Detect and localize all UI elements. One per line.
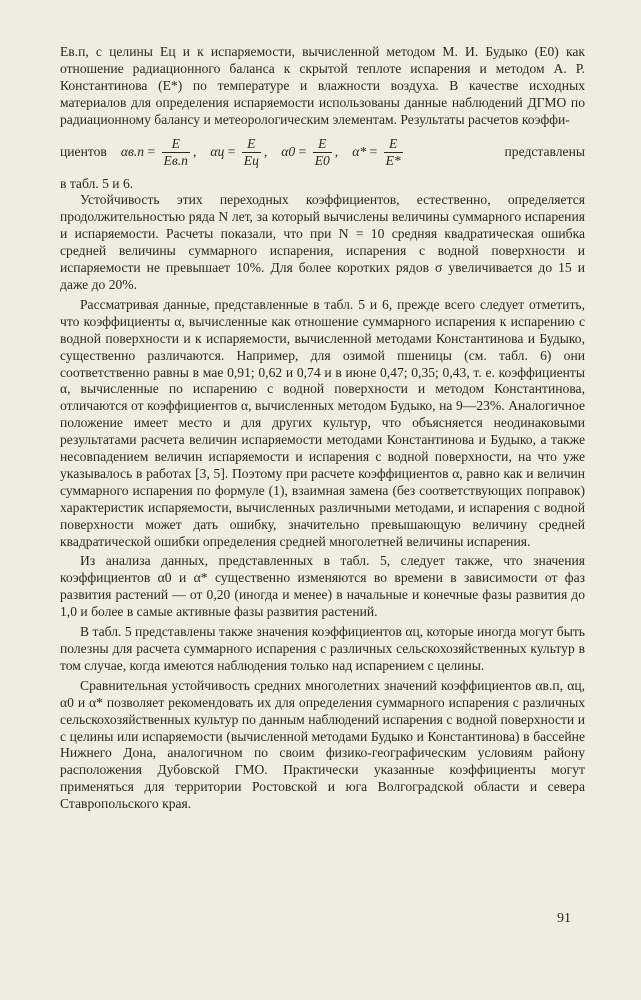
paragraph-4: Из анализа данных, представленных в табл. 5, следует также, что значения коэффициентов α0 и α* существенно изменяются во времени в зависимости от фаз развития растений — от 0,20 (иногда и менее) в начальные и конечные фазы развития до 1,0 и более в самые активные фазы развития растений. [60, 553, 585, 620]
fraction [384, 136, 403, 169]
paragraph-1-end: в табл. 5 и 6. [60, 175, 134, 191]
formula-lhs: α* [352, 144, 367, 160]
fraction-denominator: Eв.п [163, 153, 188, 169]
fraction-denominator: Eц [243, 153, 259, 169]
fraction [313, 136, 332, 169]
formula-alpha-vp: αв.п = $\frac{E}{Eв.п}$ , [120, 136, 197, 169]
formula-lhs: α0 [281, 144, 296, 160]
formula-lhs: αв.п [120, 144, 145, 160]
paragraph-2: Устойчивость этих переходных коэффициентов, естественно, определяется продолжительностью ряда N лет, за который вычислены величины суммарного испарения и испаряемости. Расчеты показали, что при N = 10 средняя квадратическая ошибка средней величины суммарного испарения, испарения с водной поверхности и испаряемости не превышает 10%. Для более коротких рядов σ увеличивается до 15 и даже до 20%. [60, 192, 585, 292]
fraction-numerator: E [318, 136, 327, 152]
formula-lead-text: циентов [60, 144, 107, 160]
paragraph-6: Сравнительная устойчивость средних многолетних значений коэффициентов αв.п, αц, α0 и α* позволяет рекомендовать их для определения суммарного испарения с различных сельскохозяйственных культур по данным наблюдений испарения с водной поверхности и с целины или испаряемости (вычисленной методами Будыко и Константинова) в бассейне Нижнего Дона, аналогичном по своим физико-географическим условиям району расположения Дубовской ГМО. Практически указанные коэффициенты могут применяться для территории Ростовской и юга Волгоградской области и севера Ставропольского края. [60, 677, 585, 812]
formula-alpha-ts: αц = $\frac{E}{Eц}$ , [210, 136, 268, 169]
formula-alpha-star: α* = $\frac{E}{E*}$ [352, 136, 401, 169]
fraction-denominator: E0 [314, 153, 330, 169]
formula-alpha-0: α0 = $\frac{E}{E0}$ , [281, 136, 339, 169]
paragraph-3: Рассматривая данные, представленные в табл. 5 и 6, прежде всего следует отметить, что коэффициенты α, вычисленные как отношение суммарного испарения к испарению с водной поверхности и к испаряемости, вычисленной методами Константинова и Будыко, существенно различаются. Например, для озимой пшеницы (см. табл. 6) они соответственно равны в мае 0,91; 0,62 и 0,74 и в июне 0,47; 0,35; 0,43, т. е. коэффициенты α, вычисленные по испарению с водной поверхности и методом Константинова, отличаются от коэффициентов α, вычисленных методом Будыко, на 9—23%. Аналогичное положение имеет место и для других культур, что объясняется неодинаковыми результатами расчета величин испаряемости методами Константинова и Будыко, а также несовпадением величин испаряемости и испарения с водной поверхности, на что уже указывалось в работах [3, 5]. Поэтому при расчете коэффициентов α, равно как и величин суммарного испарения по формуле (1), взаимная замена (без соответствующих поправок) характеристик испаряемости, вычисленных различными методами, и испарения с водной поверхности может дать ошибку, значительно превышающую величину средней квадратической ошибки определения средней многолетней величины испарения. [60, 296, 585, 549]
fraction-denominator: E* [385, 153, 401, 169]
fraction-numerator: E [171, 136, 180, 152]
paragraph-5: В табл. 5 представлены также значения коэффициентов αц, которые иногда могут быть полезны для расчета суммарного испарения с различных сельскохозяйственных культур в том случае, когда имеются наблюдения только над испарением с целины. [60, 624, 585, 673]
page-number: 91 [557, 911, 571, 926]
coefficient-formulas [60, 132, 585, 174]
fraction-numerator: E [389, 136, 398, 152]
fraction [242, 136, 261, 169]
fraction-numerator: E [247, 136, 256, 152]
formula-lhs: αц [210, 144, 225, 160]
fraction [162, 136, 190, 169]
paragraph-1: Eв.п, с целины Eц и к испаряемости, вычисленной методом М. И. Будыко (E0) как отношение радиационного баланса к скрытой теплоте испарения и методом А. Р. Константинова (E*) по температуре и влажности воздуха. В качестве исходных материалов для определения испаряемости использованы данные наблюдений ДГМО по радиационному балансу и метеорологическим элементам. Результаты расчетов коэффи- [60, 44, 585, 127]
body-text [60, 44, 585, 813]
formula-tail-text: представлены [504, 144, 585, 160]
